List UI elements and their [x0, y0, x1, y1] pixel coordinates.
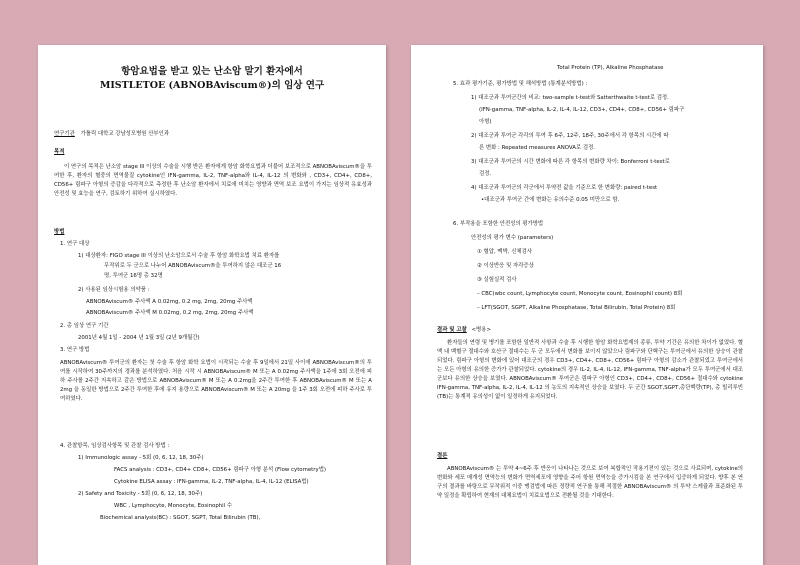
institution-name: 가톨릭 대학교 강남성모병원 산부인과 [80, 131, 170, 137]
purpose-paragraph: 이 연구의 목적은 난소암 stage III 이상의 수술을 시행 받은 환자에게 항암 화학요법과 더불어 보조적으로 ABNOBAviscum®을 투여한 후, 환자의 혈중의 면역물질 cytokine인 IFN-gamma, IL-2, TNF-alpha와 IL-4, IL-12 의 변화와 , CD3+, CD4+, CD8+, CD56+ 림파구 아형의 증감을 다각적으로 측정한 후 난소암 환자에서 치료에 미치는 영향과 면역 보조 요법이 가지는 임상적 유효성과 안전성 및 효능을 연구, 검토하기 위하여 실시하였다. [54, 164, 372, 197]
section-5-item-1b: (IFN-gamma, TNF-alpha, IL-2, IL-4, IL-12, CD3+, CD4+, CD8+, CD56+ 림파구 [479, 107, 685, 113]
safety-item-3: ③ 실험실적 검사 [477, 277, 517, 283]
method-item-1-1c: 명, 투여군 16명 총 32명 [104, 273, 163, 279]
section-5-item-4b: •대조군과 투여군 간에 변화는 유의수준 0.05 미만으로 함. [481, 197, 620, 203]
method-heading: 방법 [54, 229, 65, 235]
method-item-4-1: 1) Immunologic assay - 5회 (0, 6, 12, 18, 30주) [78, 455, 204, 461]
safety-item-2: ② 이상반응 및 자각증상 [477, 263, 534, 269]
institution-label: 연구기관 [54, 131, 75, 137]
method-item-1: 1. 연구 대상 [60, 241, 90, 247]
section-5-item-4: 4) 대조군과 투여군의 각군에서 투약전 값을 기준으로 한 변화량: paired t-test [471, 185, 658, 191]
method-item-4: 4. 관찰항목, 임상검사항목 및 관찰 검사 방법 : [60, 443, 170, 449]
results-heading-line [437, 327, 491, 334]
method-item-1-1: 1) 대상환자: FIGO stage III 이상의 난소암으로서 수술 후 항암 화학요법 치료 환자를 [78, 253, 280, 259]
results-paragraph: 환자들의 연령 및 병기를 포함한 일반적 사항과 수술 후 시행한 항암 화학요법제의 종류, 투약 기간은 유의한 차이가 없었다. 혈액 내 백혈구 절대수와 호산구 절대수는 두 군 모두에서 변화를 보이지 않았으나 림파구와 단핵구는 투여군에서 유의한 상승이 관찰되었다. 림파구 아형의 변화에 있어 대조군의 경우 CD3+, CD4+, CD8+, CD56+ 림파구 아형의 감소가 관찰되었고 투여군에서는 모든 아형의 유의한 증가가 관찰되었다. cytokine의 경우 IL-2, IL-4, IL-12, IFN-gamma, TNF-alpha가 모두 투여군에서 대조군보다 유의한 상승을 보였다. ABNOBAviscum® 투여군은 림파구 아형인 CD3+, CD4+, CD8+, CD56+ 절대수와 cytokine IFN-gamma, TNF-alpha, IL-2, IL-4, IL-12 의 농도의 지속적인 상승을 보였다. 두 군간 SGOT,SGPT,총단백량(TP), 총 빌리루빈 (TB)는 통계적 유의성이 없이 일정하게 유지되었다. [437, 340, 743, 400]
purpose-heading: 목적 [54, 149, 65, 155]
conclusion-paragraph: ABNOBAviscum® 는 투약 4~6주 후 반응이 나타나는 것으로 보여 복합적인 작용기전이 있는 것으로 사료되며, cytokine의 변화와 세포 매개성 면역능의 변화가 면역세포에 영향을 주어 항원 면역능을 증가시킴을 본 연구에서 입증하게 되었다. 향후 본 연구의 결과를 바탕으로 무작위적 이중 맹검법에 따른 정량적 연구를 통해 적절한 ABNOBAviscum® 의 투약 스케쥴과 표준화된 투약 일정을 확립하여 현재의 대체요법이 치료요법으로 전환될 것을 기대한다. [437, 466, 743, 499]
blood-count-line: WBC , Lymphocyte, Monocyte, Eosinophil 수 [114, 503, 233, 509]
method-item-4-2: 2) Safety and Toxicity - 5회 (0, 6, 12, 18, 30주) [78, 491, 203, 497]
document-title-line1: 항암요법을 받고 있는 난소암 말기 환자에서 [121, 66, 303, 77]
institution-line [54, 131, 169, 138]
method-item-2: 2. 총 임상 연구 기간 [60, 323, 109, 329]
right-continuation-line: Total Protein (TP), Alkaline Phosphatase [557, 65, 664, 71]
method-3-paragraph: ABNOBAviscum® 투여군의 환자는 첫 수술 후 항암 화학 요법이 시작되는 수술 후 9일에서 21일 사이에 ABNOBAviscum®의 투여를 시작하여 30주까지의 경과를 분석하였다. 처음 시작 시 ABNOBAviscum® M 또는 A 0.02mg 주사액을 1주에 3회 오전에 피하 주사를 2주간 지속하고 같은 방법으로 ABNOBAviscum® M 또는 A 0.2mg을 2주간 투여한 후 ABNOBAviscum® M 또는 A 2mg 을 동일한 방법으로 2주간 투여한 후에 유지 용량으로 ABNOBAviscum® M 또는 A 20mg 을 1주 3회 오전에 피하 주사로 투여하였다. [60, 360, 372, 402]
safety-parameters: 안전성의 평가 변수 (parameters) [471, 235, 554, 241]
cytokine-elisa: Cytokine ELISA assay : IFN-gamma, IL-2, TNF-alpha, IL-4, IL-12 (ELISA법) [114, 479, 309, 485]
section-5-item-1: 1) 대조군과 투여군간의 비교: two-sample t-test와 Satterthwaite t-test로 검정. [471, 95, 669, 101]
section-5-item-2b: 른 변화 : Repeated measures ANOVA로 검정. [479, 145, 595, 151]
section-5-item-1c: 아형) [479, 119, 492, 125]
conclusion-heading: 결론 [437, 453, 448, 459]
safety-lft: – LFT(SGOT, SGPT, Alkaline Phosphatase, Total Bilirubin, Total Protein) 8회 [477, 305, 676, 311]
section-5-heading: 5. 효과 평가기준, 평가방법 및 해석방법 (통계분석방법) : [453, 81, 588, 87]
facs-analysis: FACS analysis : CD3+, CD4+ CD8+, CD56+ 림파구 아형 분석 (Flow cytometry법) [114, 467, 326, 473]
study-period: 2001년 4월 1일 - 2004 년 1월 3일 (2년 9개월간) [78, 335, 200, 341]
safety-item-1: ① 혈압, 맥박, 신체검사 [477, 249, 533, 255]
drug-line-m: ABNOBAviscum® 주사액 M 0.02mg, 0.2 mg, 2mg, 20mg 주사액 [86, 310, 254, 316]
document-title-line2: MISTLETOE (ABNOBAviscum®)의 임상 연구 [99, 80, 325, 91]
method-item-1-2: 2) 사용된 임상시험용 의약품 : [78, 287, 150, 293]
right-document-page [411, 45, 763, 565]
section-5-item-3b: 검정. [479, 171, 492, 177]
left-document-page [38, 45, 386, 565]
section-5-item-2: 2) 대조군과 투여군 각각의 투여 후 6주, 12주, 18주, 30주에서 각 항목의 시간에 따 [471, 133, 669, 139]
drug-line-a: ABNOBAviscum® 주사액 A 0.02mg, 0.2 mg, 2mg, 20mg 주사액 [86, 299, 253, 305]
results-heading: 결과 및 고찰 [437, 327, 467, 333]
section-5-item-3: 3) 대조군과 투여군의 시간 변화에 따른 각 항목의 변화량 차이: Bonferroni t-test로 [471, 159, 670, 165]
method-item-3: 3. 연구 방법 [60, 347, 90, 353]
results-subheading: <병용> [471, 327, 491, 333]
safety-cbc: – CBC(wbc count, Lymphocyte count, Monocyte count, Eosinophil count) 8회 [477, 291, 683, 297]
biochemical-line: Biochemical analysis(BC) : SGOT, SGPT, Total Bilirubin (TB), [100, 515, 261, 521]
method-item-1-1b: 무작위로 두 군으로 나누어 ABNOBAviscum®을 투여하지 않은 대조군 16 [104, 263, 282, 269]
section-6-heading: 6. 부작용을 포함한 안전성의 평가방법 [453, 221, 544, 227]
